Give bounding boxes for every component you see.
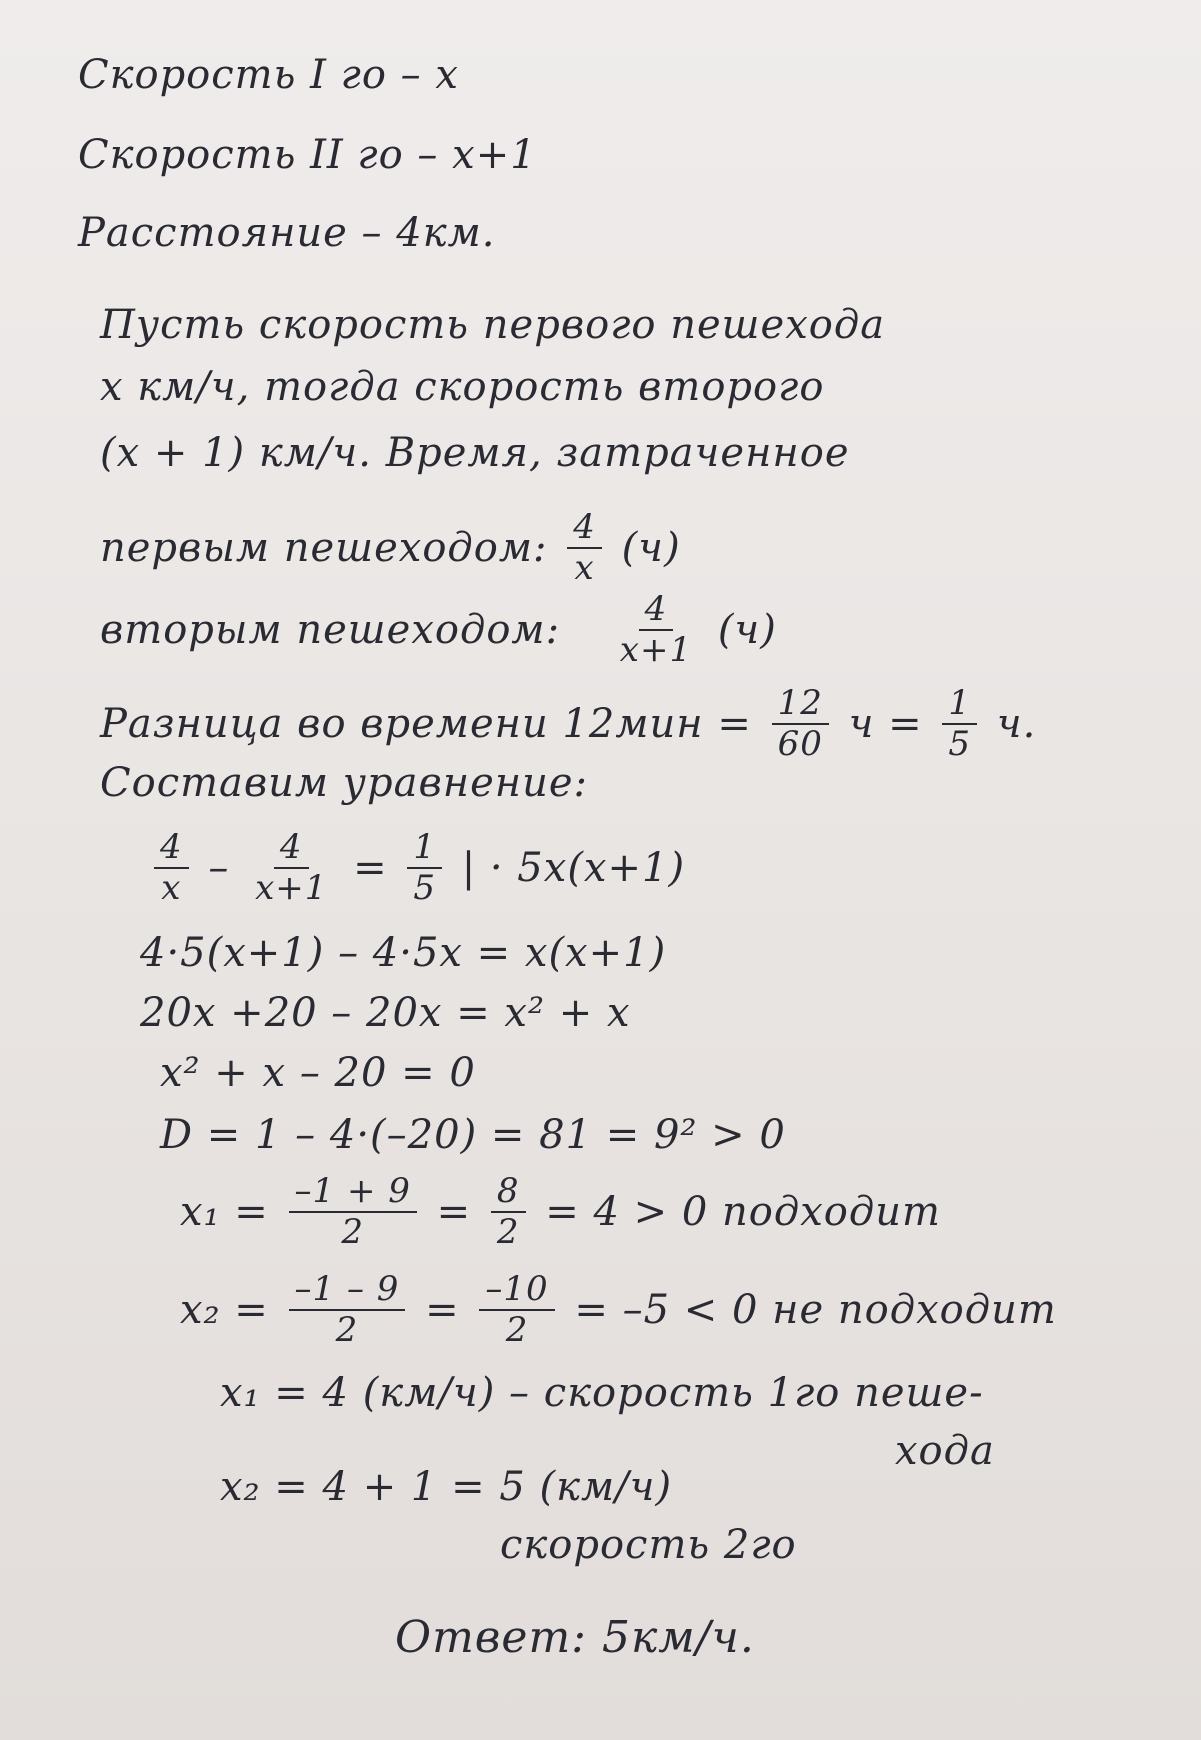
time-second-line <box>100 590 777 670</box>
result-speed-first-cont: хода <box>895 1428 995 1474</box>
fraction-denominator: 5 <box>948 724 972 765</box>
fraction-denominator: 2 <box>335 1310 359 1351</box>
equation-step-3: 20x +20 – 20x = x² + x <box>140 990 631 1036</box>
root-1-line <box>180 1172 941 1252</box>
result-speed-second-label: скорость 2го <box>500 1522 797 1568</box>
root-2-label: x₂ = <box>180 1287 269 1334</box>
equals-sign: = <box>353 845 388 892</box>
given-distance: Расстояние – 4км. <box>78 210 496 256</box>
solution-line-2: x км/ч, тогда скорость второго <box>100 364 825 410</box>
main-equation <box>148 828 685 908</box>
fraction-a <box>154 828 189 908</box>
root-2-fraction <box>289 1270 406 1350</box>
minus-sign: – <box>208 845 230 892</box>
fraction-numerator: 4 <box>154 828 189 869</box>
time-first-fraction <box>567 508 602 588</box>
time-second-fraction <box>614 590 698 670</box>
solution-line-3: (x + 1) км/ч. Время, затраченное <box>100 430 850 476</box>
fraction-b <box>249 828 333 908</box>
fraction-numerator: –1 + 9 <box>289 1172 417 1213</box>
fraction-denominator: 2 <box>505 1310 529 1351</box>
given-speed-second: Скорость II го – x+1 <box>78 132 537 178</box>
time-unit: ч. <box>996 701 1037 748</box>
equation-step-4: x² + x – 20 = 0 <box>160 1050 476 1096</box>
time-difference-label: Разница во времени 12мин = <box>100 701 752 748</box>
fraction-numerator: 1 <box>942 684 977 725</box>
multiplier: | · 5x(x+1) <box>461 845 686 892</box>
fraction-denominator: x <box>574 548 595 589</box>
root-2-simplified <box>479 1270 554 1350</box>
fraction-numerator: –1 – 9 <box>289 1270 406 1311</box>
fraction-denominator: x <box>161 868 182 909</box>
time-first-label: первым пешеходом: <box>100 525 548 572</box>
discriminant-line: D = 1 – 4·(–20) = 81 = 9² > 0 <box>160 1112 786 1158</box>
fraction-denominator: x+1 <box>619 630 693 671</box>
fraction-numerator: 4 <box>567 508 602 549</box>
result-speed-second: x₂ = 4 + 1 = 5 (км/ч) <box>220 1464 673 1510</box>
solution-line-1: Пусть скорость первого пешехода <box>100 302 886 348</box>
fraction-denominator: 2 <box>496 1212 520 1253</box>
root-1-fraction <box>289 1172 417 1252</box>
root-1-result: = 4 > 0 подходит <box>545 1189 941 1236</box>
equals-sign: = <box>425 1287 460 1334</box>
twelve-sixtieths-fraction <box>772 684 829 764</box>
fraction-numerator: 12 <box>772 684 829 725</box>
root-1-simplified <box>491 1172 526 1252</box>
equation-step-2: 4·5(x+1) – 4·5x = x(x+1) <box>140 930 667 976</box>
time-unit: (ч) <box>621 525 681 572</box>
fraction-c <box>407 828 442 908</box>
one-fifth-fraction <box>942 684 977 764</box>
fraction-denominator: x+1 <box>255 868 328 909</box>
time-difference-line <box>100 684 1036 764</box>
fraction-numerator: 4 <box>274 828 309 869</box>
equals-sign: = <box>436 1189 472 1236</box>
fraction-numerator: 1 <box>407 828 442 869</box>
result-speed-first: x₁ = 4 (км/ч) – скорость 1го пеше- <box>220 1370 984 1416</box>
time-second-label: вторым пешеходом: <box>100 607 561 654</box>
fraction-denominator: 60 <box>777 724 823 765</box>
fraction-numerator: –10 <box>479 1270 554 1311</box>
fraction-numerator: 8 <box>491 1172 526 1213</box>
given-speed-first: Скорость I го – x <box>78 52 459 98</box>
time-first-line <box>100 508 681 588</box>
hours-equals: ч = <box>848 701 923 748</box>
root-2-line <box>180 1270 1057 1350</box>
fraction-denominator: 5 <box>413 868 436 909</box>
root-2-result: = –5 < 0 не подходит <box>574 1287 1057 1334</box>
root-1-label: x₁ = <box>180 1189 269 1236</box>
fraction-numerator: 4 <box>639 590 674 631</box>
compose-equation-line: Составим уравнение: <box>100 760 589 806</box>
final-answer: Ответ: 5км/ч. <box>395 1612 755 1663</box>
time-unit: (ч) <box>717 607 777 654</box>
fraction-denominator: 2 <box>341 1212 365 1253</box>
